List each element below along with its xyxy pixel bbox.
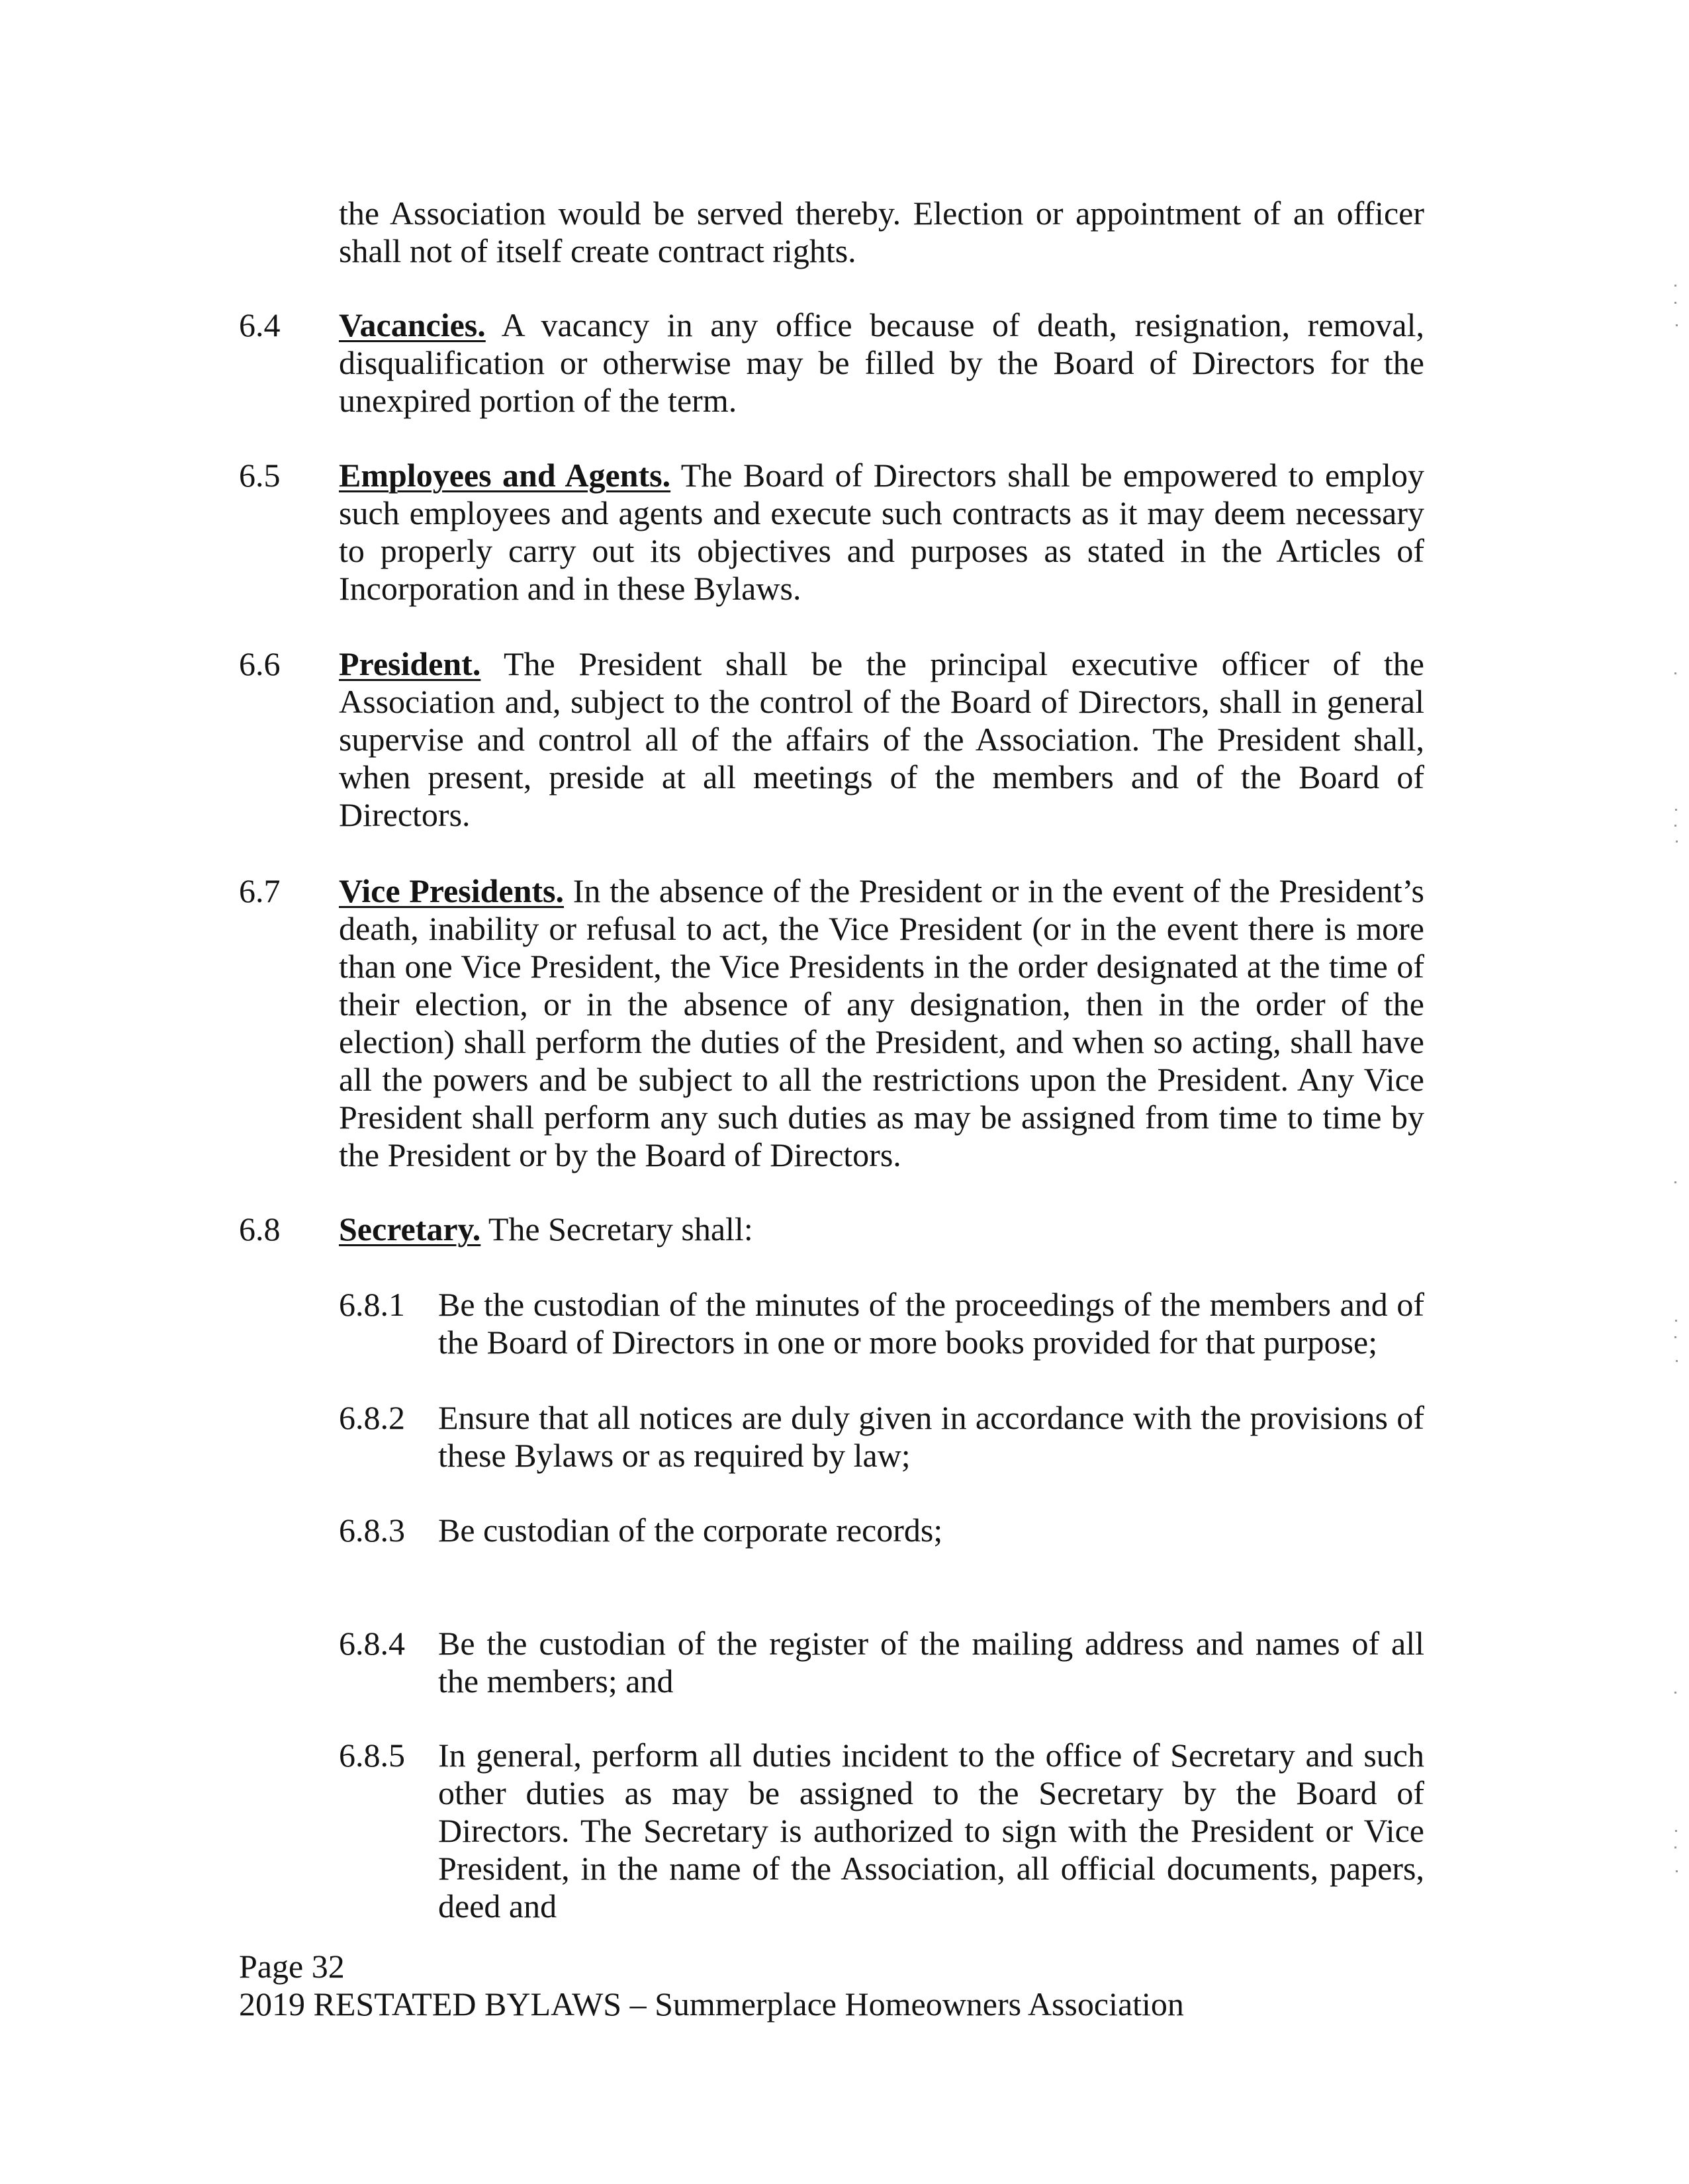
scan-mark — [1674, 672, 1676, 674]
section-6-8 — [339, 1210, 1424, 1248]
section-text-vacancies: A vacancy in any office because of death, resignation, removal, disqualification or otherwise may be filled by the Board of Directors for the unexpired portion of the term. — [339, 306, 1424, 419]
section-heading-employees-agents: Employees and Agents. — [339, 457, 671, 494]
subsection-6-8-1: Be the custodian of the minutes of the proceedings of the members and of the Board of Directors in one or more books provided for that purpose; — [438, 1286, 1424, 1361]
scan-mark — [1674, 1181, 1676, 1183]
scan-mark — [1676, 324, 1678, 326]
section-6-5 — [339, 457, 1424, 608]
footer-page-number: Page 32 — [239, 1948, 345, 1985]
scan-mark — [1675, 809, 1677, 811]
section-6-4 — [339, 306, 1424, 420]
section-6-6 — [339, 645, 1424, 834]
scan-mark — [1674, 1336, 1676, 1338]
subsection-6-8-5: In general, perform all duties incident to the office of Secretary and such other duties as may be assigned to the Secretary by the Board of Directors. The Secretary is authorized to sign with the President or Vice President, in the name of the Association, all official documents, papers, deed and — [438, 1737, 1424, 1925]
subsection-number-6-8-1: 6.8.1 — [339, 1286, 405, 1323]
section-heading-vacancies: Vacancies. — [339, 306, 486, 343]
section-heading-president: President. — [339, 645, 481, 682]
section-text-employees-agents: The Board of Directors shall be empowered to employ such employees and agents and execute such contracts as it may deem necessary to properly carry out its objectives and purposes as stated in the Articles of Incorporation and in these Bylaws. — [339, 457, 1424, 607]
subsection-6-8-4: Be the custodian of the register of the mailing address and names of all the members; and — [438, 1625, 1424, 1700]
section-number-6-6: 6.6 — [239, 645, 281, 682]
scan-mark — [1675, 1320, 1677, 1322]
section-text-vice-presidents: In the absence of the President or in the event of the President’s death, inability or refusal to act, the Vice President (or in the event there is more than one Vice President, the Vice Presidents in the order designated at the time of their election, or in the absence of any designation, then in the order of the election) shall perform the duties of the President, and when so acting, shall have all the powers and be subject to all the restrictions upon the President. Any Vice President shall perform any such duties as may be assigned from time to time by the President or by the Board of Directors. — [339, 872, 1424, 1173]
subsection-6-8-2: Ensure that all notices are duly given in accordance with the provisions of these Bylaws or as required by law; — [438, 1399, 1424, 1474]
subsection-number-6-8-2: 6.8.2 — [339, 1399, 405, 1436]
scan-mark — [1676, 841, 1678, 842]
subsection-number-6-8-3: 6.8.3 — [339, 1512, 405, 1549]
scan-mark — [1674, 1846, 1676, 1848]
section-number-6-8: 6.8 — [239, 1210, 281, 1248]
scan-mark — [1676, 1360, 1678, 1362]
continuation-paragraph: the Association would be served thereby. Election or appointment of an officer shall not of itself create contract rights. — [339, 195, 1424, 269]
scan-mark — [1676, 1870, 1678, 1872]
scan-mark — [1674, 825, 1676, 827]
section-number-6-4: 6.4 — [239, 306, 281, 343]
scan-mark — [1674, 1692, 1676, 1694]
scan-mark — [1674, 285, 1676, 287]
section-number-6-7: 6.7 — [239, 872, 281, 909]
subsection-6-8-3: Be custodian of the corporate records; — [438, 1512, 943, 1549]
scan-mark — [1675, 1830, 1677, 1832]
subsection-number-6-8-5: 6.8.5 — [339, 1737, 405, 1774]
subsection-number-6-8-4: 6.8.4 — [339, 1625, 405, 1662]
section-6-7 — [339, 872, 1424, 1174]
section-text-secretary: The Secretary shall: — [488, 1210, 753, 1248]
scan-mark — [1674, 302, 1676, 304]
section-text-president: The President shall be the principal executive officer of the Association and, subject to the control of the Board of Directors, shall in general supervise and control all of the affairs of the Association. The President shall, when present, preside at all meetings of the members and of the Board of Directors. — [339, 645, 1424, 833]
section-heading-secretary: Secretary. — [339, 1210, 481, 1248]
footer-document-title: 2019 RESTATED BYLAWS – Summerplace Homeowners Association — [239, 1985, 1184, 2023]
section-number-6-5: 6.5 — [239, 457, 281, 494]
section-heading-vice-presidents: Vice Presidents. — [339, 872, 565, 909]
